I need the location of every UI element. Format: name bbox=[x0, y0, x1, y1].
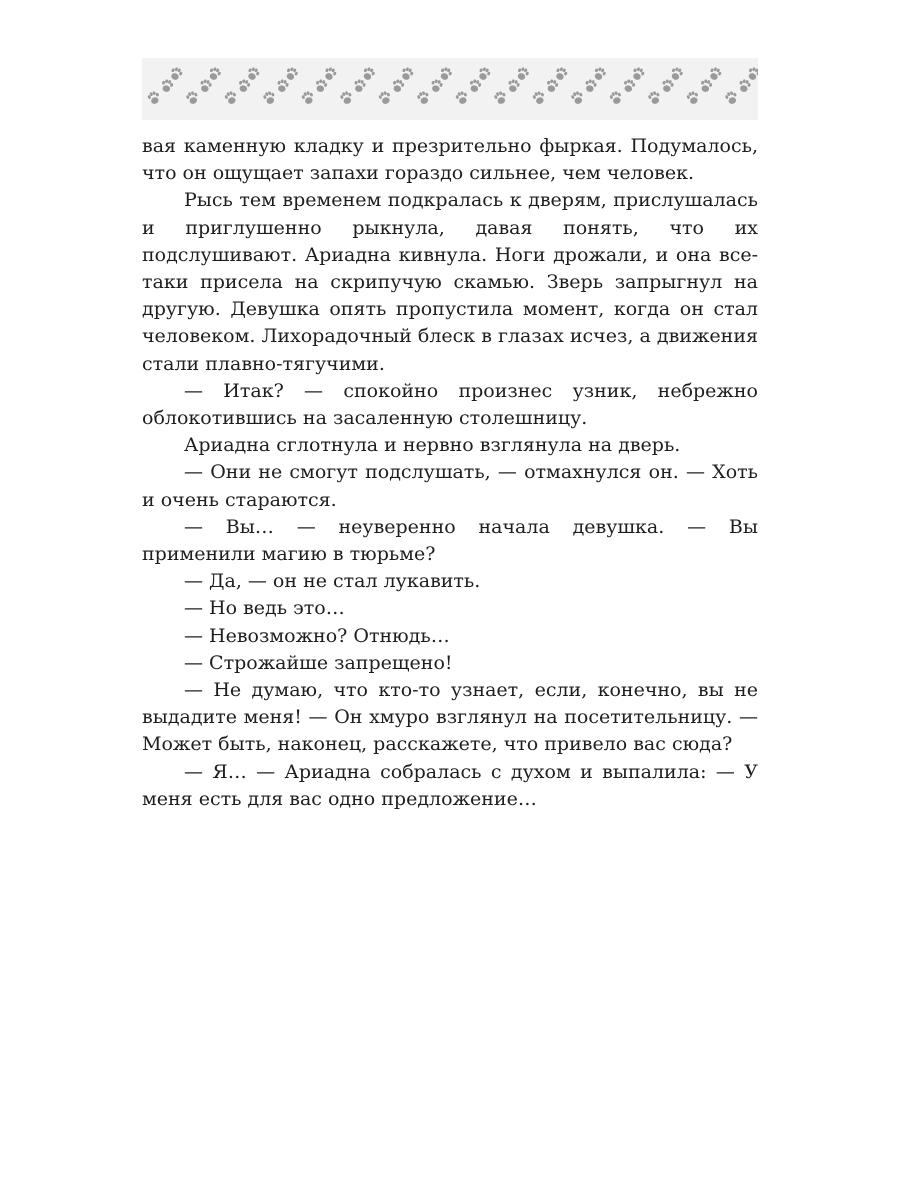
paragraph: — Итак? — спокойно произнес узник, небрежно облокотившись на засаленную столешницу. bbox=[142, 379, 758, 430]
paw-print-icon bbox=[455, 90, 470, 105]
paragraph: — Они не смогут подслушать, — отмахнулся он. — Хоть и очень стараются. bbox=[142, 461, 758, 511]
paw-print-icon bbox=[724, 90, 739, 105]
paragraph-continuation: вая каменную кладку и презрительно фыркая. Подумалось, что он ощущает запахи гораздо сильнее, чем человек. bbox=[142, 135, 758, 185]
paw-print-icon bbox=[185, 90, 200, 105]
paw-print-icon bbox=[361, 66, 376, 82]
paragraph: — Не думаю, что кто-то узнает, если, конечно, вы не выдадите меня! — Он хмуро взглянул на посетительницу. — Может быть, наконец, расскажете, что привело вас сюда? bbox=[142, 679, 758, 756]
paw-print-icon bbox=[468, 78, 482, 93]
paw-print-icon bbox=[493, 90, 508, 105]
paw-prints-icon bbox=[142, 58, 758, 120]
paw-print-icon bbox=[746, 66, 758, 82]
paw-print-icon bbox=[301, 90, 316, 105]
paw-print-icon bbox=[661, 78, 675, 93]
paw-print-icon bbox=[609, 90, 624, 105]
paw-print-icon bbox=[515, 66, 530, 82]
paw-print-icon bbox=[699, 78, 713, 93]
paw-print-icon bbox=[669, 66, 684, 82]
paw-print-icon bbox=[532, 90, 547, 105]
paw-print-icon bbox=[430, 78, 444, 93]
paw-print-icon bbox=[237, 78, 251, 93]
paw-print-icon bbox=[438, 66, 453, 82]
paw-print-icon bbox=[284, 66, 299, 82]
paw-print-icon bbox=[323, 66, 338, 82]
paw-print-icon bbox=[622, 78, 636, 93]
paw-print-icon bbox=[477, 66, 492, 82]
paw-print-icon bbox=[545, 78, 559, 93]
paragraph: Рысь тем временем подкралась к дверям, прислушалась и приглушенно рыкнула, давая понять, что их подслушивают. Ариадна кивнула. Ноги дрожали, и она все-таки присела на скрипучую скамью. Зверь запрыгнул на другую. Девушка опять пропустила момент, когда он стал человеком. Лихорадочный блеск в глазах исчез, а движения стали плавно-тягучими. bbox=[142, 189, 758, 375]
paragraph: — Вы… — неуверенно начала девушка. — Вы применили магию в тюрьме? bbox=[142, 515, 758, 566]
paw-print-icon bbox=[353, 78, 367, 93]
paw-print-icon bbox=[400, 66, 415, 82]
paragraph: — Да, — он не стал лукавить. bbox=[184, 570, 481, 593]
paw-prints-ornament bbox=[142, 58, 758, 120]
paw-print-icon bbox=[314, 78, 328, 93]
paw-print-icon bbox=[276, 78, 290, 93]
paw-print-icon bbox=[631, 66, 646, 82]
paw-print-icon bbox=[554, 66, 569, 82]
paw-print-icon bbox=[339, 90, 354, 105]
paw-print-icon bbox=[147, 90, 162, 105]
story-text bbox=[142, 133, 758, 813]
paragraph: — Но ведь это… bbox=[184, 597, 345, 620]
paw-print-icon bbox=[416, 90, 431, 105]
paragraph: Ариадна сглотнула и нервно взглянула на дверь. bbox=[184, 434, 681, 457]
paragraph: — Я… — Ариадна собралась с духом и выпалила: — У меня есть для вас одно предложение… bbox=[142, 760, 758, 810]
paw-print-icon bbox=[592, 66, 607, 82]
paw-print-icon bbox=[224, 90, 239, 105]
paw-print-icon bbox=[584, 78, 598, 93]
paw-print-icon bbox=[738, 78, 752, 93]
paw-print-icon bbox=[378, 90, 393, 105]
paw-print-icon bbox=[207, 66, 222, 82]
paw-print-icon bbox=[686, 90, 701, 105]
paragraph: — Строжайше запрещено! bbox=[184, 651, 453, 674]
paw-print-icon bbox=[246, 66, 261, 82]
paw-print-icon bbox=[262, 90, 277, 105]
paw-print-icon bbox=[708, 66, 723, 82]
paw-print-icon bbox=[391, 78, 405, 93]
paw-print-icon bbox=[570, 90, 585, 105]
paw-print-icon bbox=[647, 90, 662, 105]
paw-print-icon bbox=[169, 66, 184, 82]
paragraph: — Невозможно? Отнюдь… bbox=[184, 624, 450, 647]
paw-print-icon bbox=[507, 78, 521, 93]
paw-print-icon bbox=[160, 78, 174, 93]
paw-print-icon bbox=[199, 78, 213, 93]
